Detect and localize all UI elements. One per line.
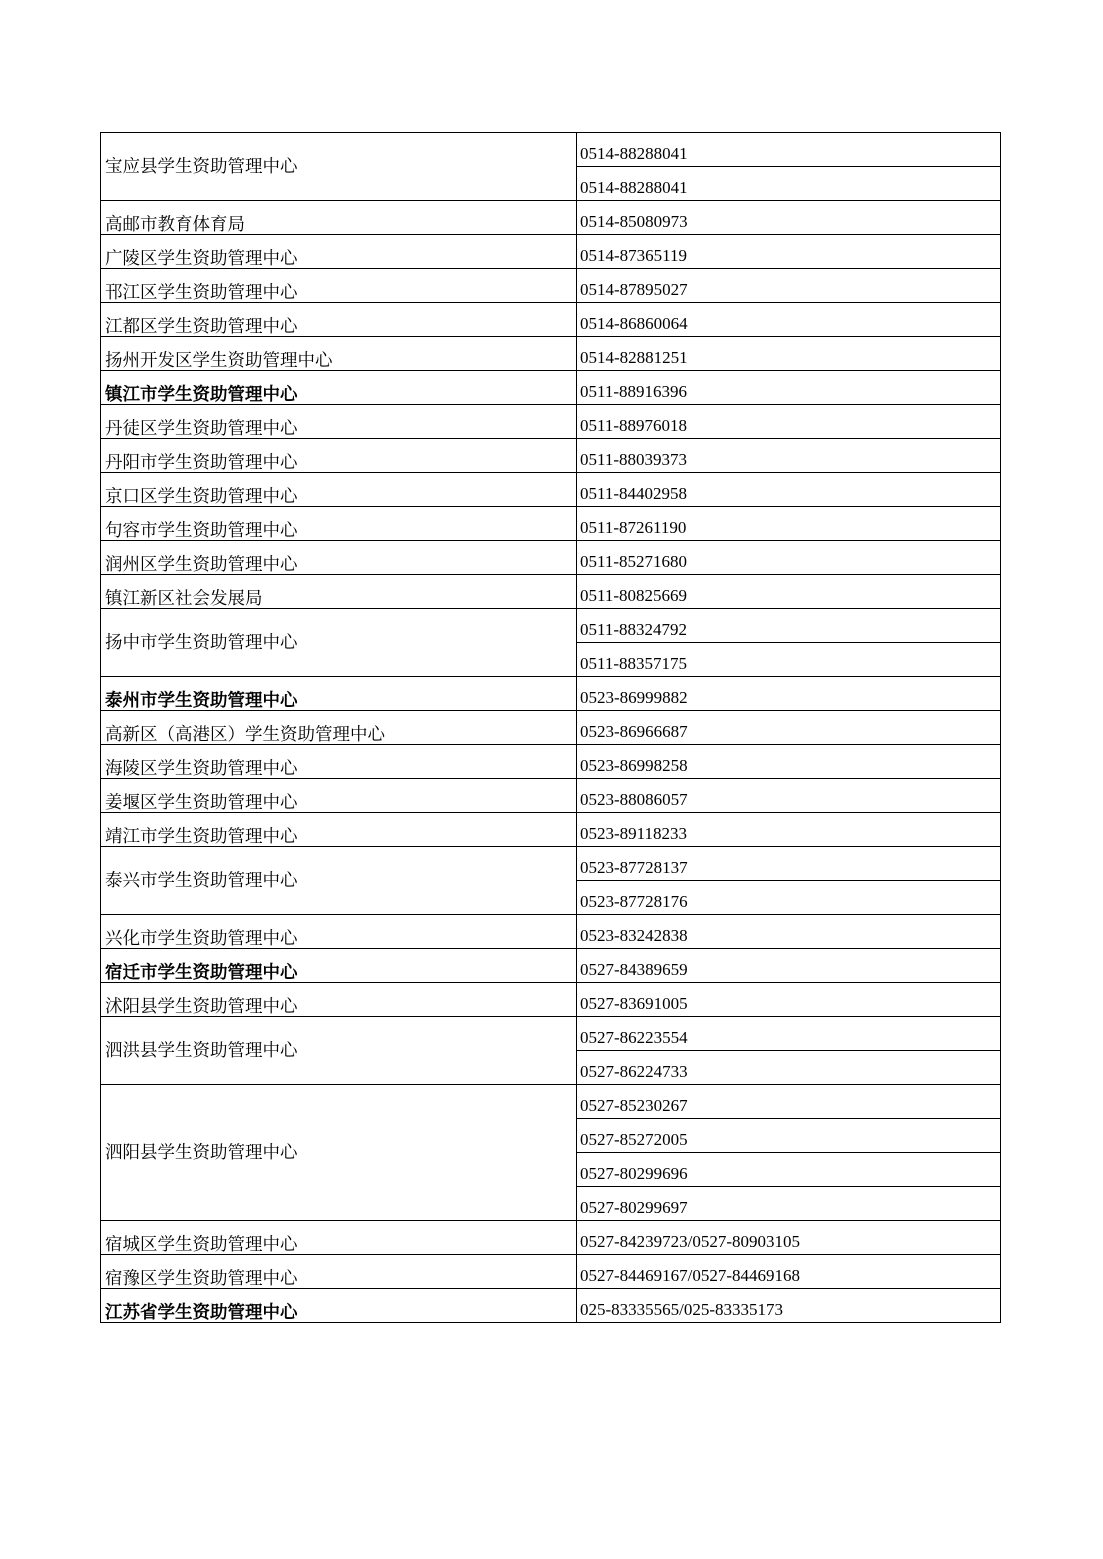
office-name: 高新区（高港区）学生资助管理中心	[101, 711, 577, 745]
table-row	[101, 133, 1001, 167]
office-name: 兴化市学生资助管理中心	[101, 915, 577, 949]
office-name: 丹阳市学生资助管理中心	[101, 439, 577, 473]
phone-number: 0527-84389659	[577, 949, 1001, 983]
office-name: 镇江新区社会发展局	[101, 575, 577, 609]
table-row	[101, 371, 1001, 405]
table-row	[101, 1017, 1001, 1051]
phone-number: 0511-88976018	[577, 405, 1001, 439]
table-row	[101, 711, 1001, 745]
phone-number: 0527-85272005	[577, 1119, 1001, 1153]
office-name: 姜堰区学生资助管理中心	[101, 779, 577, 813]
table-row	[101, 949, 1001, 983]
office-name: 靖江市学生资助管理中心	[101, 813, 577, 847]
table-row	[101, 541, 1001, 575]
phone-number: 0523-87728176	[577, 881, 1001, 915]
phone-number: 0514-88288041	[577, 167, 1001, 201]
office-name: 海陵区学生资助管理中心	[101, 745, 577, 779]
table-row	[101, 337, 1001, 371]
table-row	[101, 609, 1001, 643]
phone-number: 0514-88288041	[577, 133, 1001, 167]
office-name: 泗阳县学生资助管理中心	[101, 1085, 577, 1221]
phone-number: 0514-87895027	[577, 269, 1001, 303]
table-row	[101, 269, 1001, 303]
phone-number: 0511-88916396	[577, 371, 1001, 405]
office-name: 沭阳县学生资助管理中心	[101, 983, 577, 1017]
office-name: 泗洪县学生资助管理中心	[101, 1017, 577, 1085]
table-row	[101, 677, 1001, 711]
table-row	[101, 1085, 1001, 1119]
phone-number: 0523-87728137	[577, 847, 1001, 881]
phone-number: 0514-86860064	[577, 303, 1001, 337]
table-row	[101, 235, 1001, 269]
office-name: 广陵区学生资助管理中心	[101, 235, 577, 269]
office-name: 泰兴市学生资助管理中心	[101, 847, 577, 915]
office-name: 扬州开发区学生资助管理中心	[101, 337, 577, 371]
table-row	[101, 813, 1001, 847]
city-center-name: 镇江市学生资助管理中心	[101, 371, 577, 405]
office-name: 高邮市教育体育局	[101, 201, 577, 235]
office-name: 润州区学生资助管理中心	[101, 541, 577, 575]
phone-number: 0511-80825669	[577, 575, 1001, 609]
phone-number: 0514-82881251	[577, 337, 1001, 371]
phone-number: 0523-83242838	[577, 915, 1001, 949]
city-center-name: 江苏省学生资助管理中心	[101, 1289, 577, 1323]
phone-number: 0527-86223554	[577, 1017, 1001, 1051]
phone-number: 0514-87365119	[577, 235, 1001, 269]
office-name: 宿城区学生资助管理中心	[101, 1221, 577, 1255]
phone-number: 0511-88039373	[577, 439, 1001, 473]
office-name: 句容市学生资助管理中心	[101, 507, 577, 541]
phone-number: 0511-88324792	[577, 609, 1001, 643]
phone-number: 0527-83691005	[577, 983, 1001, 1017]
contact-table	[100, 132, 1001, 1323]
city-center-name: 宿迁市学生资助管理中心	[101, 949, 577, 983]
phone-number: 0527-86224733	[577, 1051, 1001, 1085]
table-row	[101, 847, 1001, 881]
phone-number: 0523-86999882	[577, 677, 1001, 711]
office-name: 京口区学生资助管理中心	[101, 473, 577, 507]
phone-number: 0527-80299697	[577, 1187, 1001, 1221]
table-row	[101, 507, 1001, 541]
phone-number: 0511-84402958	[577, 473, 1001, 507]
phone-number: 0523-89118233	[577, 813, 1001, 847]
office-name: 江都区学生资助管理中心	[101, 303, 577, 337]
phone-number: 0527-80299696	[577, 1153, 1001, 1187]
office-name: 邗江区学生资助管理中心	[101, 269, 577, 303]
phone-number: 0523-86998258	[577, 745, 1001, 779]
table-row	[101, 405, 1001, 439]
table-row	[101, 915, 1001, 949]
office-name: 丹徒区学生资助管理中心	[101, 405, 577, 439]
phone-number: 0514-85080973	[577, 201, 1001, 235]
table-row	[101, 201, 1001, 235]
table-row	[101, 1255, 1001, 1289]
phone-number: 0511-85271680	[577, 541, 1001, 575]
office-name: 宝应县学生资助管理中心	[101, 133, 577, 201]
phone-number: 0527-85230267	[577, 1085, 1001, 1119]
phone-number: 0523-86966687	[577, 711, 1001, 745]
office-name: 扬中市学生资助管理中心	[101, 609, 577, 677]
table-row	[101, 439, 1001, 473]
phone-number: 0527-84469167/0527-84469168	[577, 1255, 1001, 1289]
phone-number: 0527-84239723/0527-80903105	[577, 1221, 1001, 1255]
phone-number: 025-83335565/025-83335173	[577, 1289, 1001, 1323]
table-row	[101, 575, 1001, 609]
table-row	[101, 473, 1001, 507]
phone-number: 0511-88357175	[577, 643, 1001, 677]
phone-number: 0511-87261190	[577, 507, 1001, 541]
office-name: 宿豫区学生资助管理中心	[101, 1255, 577, 1289]
contact-table-body	[101, 133, 1001, 1323]
table-row	[101, 983, 1001, 1017]
city-center-name: 泰州市学生资助管理中心	[101, 677, 577, 711]
table-row	[101, 303, 1001, 337]
table-row	[101, 745, 1001, 779]
table-row	[101, 1289, 1001, 1323]
table-row	[101, 779, 1001, 813]
table-row	[101, 1221, 1001, 1255]
phone-number: 0523-88086057	[577, 779, 1001, 813]
